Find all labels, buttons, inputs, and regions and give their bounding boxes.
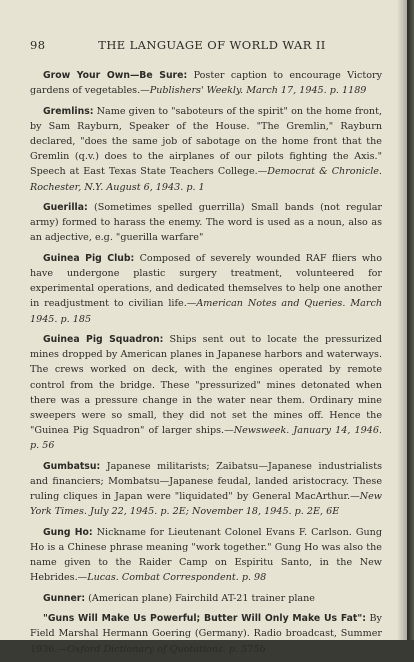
entry-definition: Japanese militarists; Zaibatsu—Japanese industrialists and financiers; Mombatsu—Japanese feudal, landed aristocracy. These ruling cliques in Japan were "liquidated" by General MacArthur.— <box>30 460 382 503</box>
entry-grow-your-own <box>30 68 382 98</box>
entry-source: Democrat & Chronicle. Rochester, N.Y. August 6, 1943. p. 1 <box>30 166 382 193</box>
entry-term: Gung Ho: <box>43 526 93 538</box>
entry-term: Gumbatsu: <box>43 460 101 472</box>
book-spine-edge <box>407 0 414 640</box>
entry-source: Publishers' Weekly. March 17, 1945. p. 1189 <box>149 85 367 97</box>
entry-term: Guinea Pig Squadron: <box>43 334 164 345</box>
entry-term: Guerilla: <box>43 202 88 213</box>
page-number: 98 <box>30 38 46 52</box>
entry-gremlins <box>30 104 382 195</box>
entry-definition: Name given to "saboteurs of the spirit" on the home front, by Sam Rayburn, Speaker of the House. "The Gremlin," Rayburn declared, "does the same job of sabotage on the home front that the Gremlin (q.v.) does to the airplanes of our pilots fighting the Axis." Speech at East Texas State Teachers College.— <box>30 105 382 178</box>
entry-source: Oxford Dictionary of Quotations. p. 575b <box>67 643 266 655</box>
entry-definition: By Field Marshal Hermann Goering (Germany). Radio broadcast, Summer 1936.— <box>30 613 382 655</box>
entry-source: Newsweek. January 14, 1946. p. 56 <box>30 425 382 452</box>
entry-source: Lucas. Combat Correspondent. p. 98 <box>87 572 267 584</box>
entry-definition: Ships sent out to locate the pressurized mines dropped by American planes in Japanese harbors and waterways. The crews worked on deck, with the engines operated by remote control from the bridge. These "pressurized" mines detonated when there was a pressure change in the water near them. Ordinary mine sweepers were so small, they did not set the mines off. Hence the "Guinea Pig Squadron" of larger ships.— <box>30 334 383 437</box>
glossary-entries <box>30 68 382 662</box>
entry-term: Gremlins: <box>43 105 94 117</box>
entry-gunner <box>30 591 382 606</box>
entry-guerilla <box>30 200 382 246</box>
entry-definition: (American plane) Fairchild AT-21 trainer plane <box>85 592 315 604</box>
entry-guns-will-make-us-powerful <box>30 611 382 657</box>
entry-guinea-pig-squadron <box>30 332 382 454</box>
entry-definition: Nickname for Lieutenant Colonel Evans F. Carlson. Gung Ho is a Chinese phrase meaning "work together." Gung Ho was also the name given to the Raider Camp on Espiritu Santo, in the New Hebrides.— <box>30 526 382 584</box>
entry-gumbatsu <box>30 459 382 520</box>
page-header <box>30 38 375 56</box>
entry-term: Guinea Pig Club: <box>43 252 135 264</box>
entry-definition: (Sometimes spelled guerrilla) Small bands (not regular army) formed to harass the enemy. The word is used as a noun, also as an adjective, e.g. "guerilla warfare" <box>30 202 382 244</box>
entry-definition: Poster caption to encourage Victory gardens of vegetables.— <box>30 70 382 97</box>
entry-source: American Notes and Queries. March 1945. p. 185 <box>30 298 382 325</box>
entry-term: Gunner: <box>43 592 86 604</box>
entry-definition: Composed of severely wounded RAF fliers who have undergone plastic surgery treatment, volunteered for experimental operations, and dedicated themselves to help one another in readjustment to civilian life.— <box>30 252 382 310</box>
entry-source: New York Times. July 22, 1945. p. 2E; November 18, 1945. p. 2E, 6E <box>30 491 382 518</box>
entry-gung-ho <box>30 525 382 586</box>
running-title: THE LANGUAGE OF WORLD WAR II <box>98 38 326 52</box>
entry-guinea-pig-club <box>30 251 382 327</box>
entry-term: Grow Your Own—Be Sure: <box>43 70 188 81</box>
entry-term: "Guns Will Make Us Powerful; Butter Will Only Make Us Fat": <box>43 613 366 625</box>
